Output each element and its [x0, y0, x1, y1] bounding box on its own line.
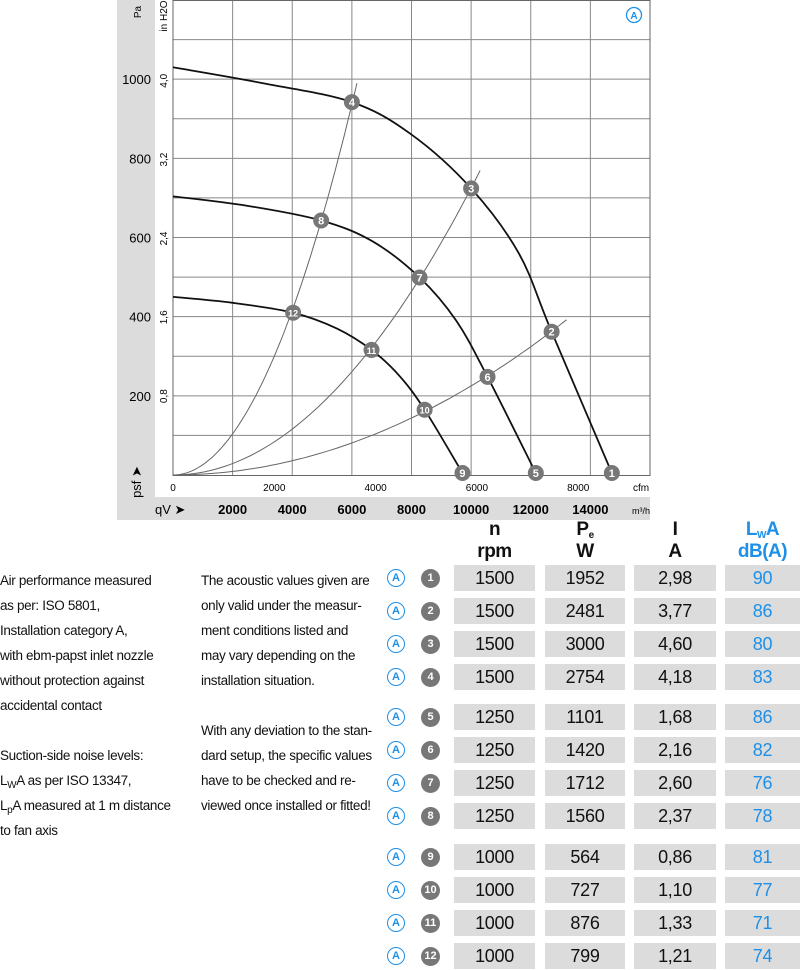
speed-cell: 1000 [454, 910, 535, 936]
power-cell: 564 [545, 844, 625, 870]
current-cell: 3,77 [634, 598, 716, 624]
installation-category-badge: A [387, 914, 405, 932]
operating-point-badge: 1 [421, 569, 440, 588]
operating-point-badge: 8 [421, 807, 440, 826]
table-row [0, 943, 800, 969]
operating-point-label: 9 [459, 468, 466, 480]
speed-cell: 1250 [454, 770, 535, 796]
table-row [0, 598, 800, 624]
operating-point-label: 4 [348, 97, 355, 110]
y-tick-label-pa: 600 [129, 230, 151, 246]
operating-point-badge: 6 [421, 741, 440, 760]
power-cell: 3000 [545, 631, 625, 657]
y-unit-inh2o: in H2O [159, 0, 170, 32]
y-tick-label-inh2o: 4,0 [159, 73, 170, 88]
power-cell: 2754 [545, 664, 625, 690]
note-line: With any deviation to the stan- [201, 723, 372, 738]
operating-point-badge: 11 [421, 914, 440, 933]
operating-point-label: 3 [468, 183, 475, 196]
y-tick-label-inh2o: 1,6 [159, 310, 170, 325]
current-cell: 2,60 [634, 770, 716, 796]
sound-power-cell: 83 [725, 664, 800, 690]
fan-curve [173, 297, 462, 473]
x2-unit-cfm: cfm [632, 483, 650, 494]
y-tick-label-pa: 400 [129, 309, 151, 325]
sound-power-cell: 71 [725, 910, 800, 936]
table-row [0, 910, 800, 936]
x-tick-label-cfm: 0 [170, 483, 176, 494]
table-row [0, 737, 800, 763]
sound-power-cell: 90 [725, 565, 800, 591]
note-line: Installation category A, [0, 623, 128, 638]
current-cell: 4,18 [634, 664, 716, 690]
note-line: may vary depending on the [201, 648, 356, 663]
sound-power-cell: 80 [725, 631, 800, 657]
table-row [0, 664, 800, 690]
installation-category-badge: A [387, 741, 405, 759]
operating-point-label: 1 [608, 468, 615, 480]
y-unit-pa: Pa [133, 5, 144, 19]
installation-category-badge: A [387, 774, 405, 792]
sound-power-cell: 86 [725, 704, 800, 730]
note-line: ment conditions listed and [201, 623, 348, 638]
x-tick-label-cfm: 6000 [465, 483, 489, 494]
table-row [0, 877, 800, 903]
installation-category-badge: A [387, 848, 405, 866]
x-tick-label-m3h: 8000 [397, 502, 426, 517]
speed-cell: 1500 [454, 565, 535, 591]
sound-power-cell: 86 [725, 598, 800, 624]
x-axis-label: qV ➤ [155, 502, 186, 517]
note-line: to fan axis [0, 823, 58, 838]
note-line: viewed once installed or fitted! [201, 798, 371, 813]
header-sound-power: $L_WA$ dB(A) [737, 519, 788, 562]
x-tick-label-m3h: 2000 [218, 502, 248, 517]
operating-point-label: 7 [416, 272, 423, 285]
operating-point-badge: 3 [421, 635, 440, 654]
power-cell: 1101 [545, 704, 625, 730]
x-tick-label-m3h: 10000 [453, 502, 490, 517]
x-tick-label-m3h: 6000 [337, 502, 367, 517]
y-tick-label-inh2o: 3,2 [159, 152, 170, 167]
operating-point-label: 11 [366, 345, 377, 356]
note-line: installation situation. [201, 673, 315, 688]
current-cell: 2,98 [634, 565, 716, 591]
sound-power-cell: 76 [725, 770, 800, 796]
installation-category-badge: A [387, 708, 405, 726]
table-row [0, 631, 800, 657]
current-cell: 2,16 [634, 737, 716, 763]
y-tick-label-pa: 800 [129, 151, 151, 167]
speed-cell: 1000 [454, 943, 535, 969]
y-tick-label-inh2o: 2,4 [159, 231, 170, 246]
operating-point-label: 12 [288, 308, 299, 319]
operating-point-badge: 7 [421, 774, 440, 793]
speed-cell: 1250 [454, 704, 535, 730]
power-cell: 2481 [545, 598, 625, 624]
header-current: I A [668, 519, 682, 562]
power-cell: 1712 [545, 770, 625, 796]
operating-point-badge: 2 [421, 602, 440, 621]
operating-point-label: 6 [484, 371, 491, 384]
note-line: accidental contact [0, 698, 102, 713]
speed-cell: 1250 [454, 737, 535, 763]
y-tick-label-pa: 200 [129, 388, 151, 404]
power-cell: 1560 [545, 803, 625, 829]
note-line: The acoustic values given are [201, 573, 370, 588]
installation-category-badge: A [387, 602, 405, 620]
power-cell: 876 [545, 910, 625, 936]
table-row [0, 704, 800, 730]
sound-power-cell: 77 [725, 877, 800, 903]
power-cell: 1420 [545, 737, 625, 763]
installation-category-badge: A [387, 881, 405, 899]
note-line: Suction-side noise levels: [0, 748, 144, 763]
y-tick-label-pa: 1000 [122, 72, 151, 88]
sound-power-cell: 78 [725, 803, 800, 829]
table-row [0, 844, 800, 870]
current-cell: 4,60 [634, 631, 716, 657]
sound-power-cell: 74 [725, 943, 800, 969]
table-row [0, 565, 800, 591]
x-tick-label-cfm: 8000 [567, 483, 590, 494]
power-cell: 727 [545, 877, 625, 903]
speed-cell: 1500 [454, 664, 535, 690]
note-line: have to be checked and re- [201, 773, 356, 788]
speed-cell: 1500 [454, 598, 535, 624]
installation-category-badge: A [387, 569, 405, 587]
installation-category-badge: A [387, 668, 405, 686]
power-cell: 799 [545, 943, 625, 969]
operating-point-label: 8 [318, 215, 325, 228]
fan-curve [173, 67, 612, 473]
note-line: as per: ISO 5801, [0, 598, 100, 613]
header-speed: n rpm [477, 519, 512, 562]
speed-cell: 1000 [454, 877, 535, 903]
note-line: only valid under the measur- [201, 598, 362, 613]
note-line: $L_WA$ as per ISO 13347, [0, 773, 132, 791]
speed-cell: 1000 [454, 844, 535, 870]
operating-point-badge: 5 [421, 708, 440, 727]
note-line: $L_pA$ measured at 1 m distance [0, 798, 171, 816]
sound-power-cell: 81 [725, 844, 800, 870]
y-tick-label-inh2o: 0,8 [159, 389, 170, 404]
header-power: $P_e$ W [576, 519, 594, 562]
current-cell: 1,33 [634, 910, 716, 936]
operating-point-label: 2 [548, 326, 555, 339]
category-badge-label: A [630, 11, 638, 22]
power-cell: 1952 [545, 565, 625, 591]
table-row [0, 770, 800, 796]
note-line: without protection against [0, 673, 144, 688]
note-line: with ebm-papst inlet nozzle [0, 648, 154, 663]
x-unit-m3h: m³/h [632, 506, 650, 516]
operating-point-badge: 9 [421, 848, 440, 867]
system-curve [173, 83, 357, 475]
note-line: Air performance measured [0, 573, 152, 588]
speed-cell: 1500 [454, 631, 535, 657]
installation-category-badge: A [387, 635, 405, 653]
x-tick-label-m3h: 4000 [277, 502, 307, 517]
speed-cell: 1250 [454, 803, 535, 829]
current-cell: 0,86 [634, 844, 716, 870]
x-tick-label-cfm: 2000 [263, 483, 286, 494]
operating-point-badge: 12 [421, 947, 440, 966]
current-cell: 2,37 [634, 803, 716, 829]
current-cell: 1,10 [634, 877, 716, 903]
current-cell: 1,68 [634, 704, 716, 730]
x-tick-label-m3h: 14000 [572, 502, 609, 517]
x-axis-band [117, 497, 650, 520]
operating-point-label: 10 [419, 405, 430, 416]
y-axis-label: psf ➤ [129, 466, 144, 498]
x-tick-label-cfm: 4000 [364, 483, 387, 494]
current-cell: 1,21 [634, 943, 716, 969]
sound-power-cell: 82 [725, 737, 800, 763]
note-line: dard setup, the specific values [201, 748, 372, 763]
table-row [0, 803, 800, 829]
operating-point-badge: 4 [421, 668, 440, 687]
installation-category-badge: A [387, 807, 405, 825]
operating-point-badge: 10 [421, 881, 440, 900]
x-tick-label-m3h: 12000 [512, 502, 549, 517]
installation-category-badge: A [387, 947, 405, 965]
operating-point-label: 5 [532, 468, 539, 480]
